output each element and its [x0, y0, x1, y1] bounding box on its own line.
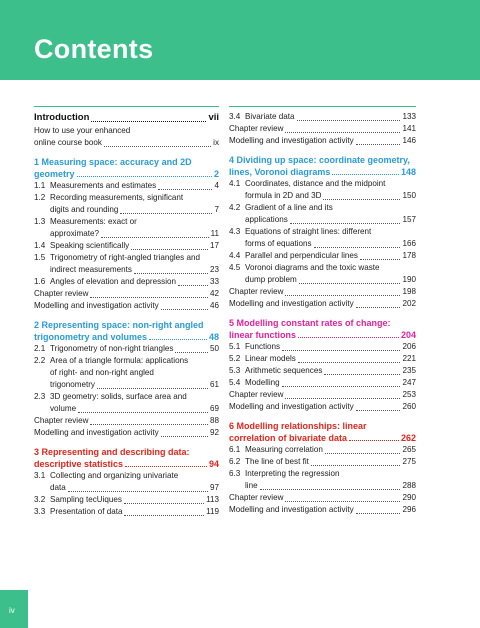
entry-text: 3D geometry: solids, surface area and [50, 392, 187, 401]
entry-text: Measurements: exact or [50, 217, 137, 226]
toc-entry-chapter-2-review[interactable] [34, 415, 219, 427]
leader-dots [314, 247, 401, 248]
chapter-title-line: correlation of bivariate data [229, 433, 348, 443]
entry-text: Chapter review [229, 493, 284, 502]
toc-entry-2-2[interactable] [34, 355, 219, 391]
entry-text: Modelling and investigation activity [229, 136, 354, 145]
leader-dots [285, 398, 400, 399]
page-number: iv [9, 606, 15, 615]
leader-dots [356, 513, 401, 514]
leader-dots [68, 491, 208, 492]
toc-entry-1-1[interactable] [34, 180, 219, 192]
chapter-title-line: 6 Modelling relationships: linear [229, 421, 367, 431]
entry-text: Modelling [245, 378, 280, 387]
leader-dots [90, 297, 208, 298]
leader-dots [285, 295, 400, 296]
toc-entry-6-2[interactable] [229, 456, 416, 468]
leader-dots [323, 199, 400, 200]
right-column [229, 111, 416, 516]
entry-page: 265 [402, 445, 416, 454]
leader-dots [77, 176, 212, 177]
entry-page: 288 [402, 481, 416, 490]
leader-dots [282, 350, 400, 351]
chapter-2-heading[interactable] [34, 319, 219, 343]
entry-page: 4 [214, 181, 219, 190]
toc-entry-1-3[interactable] [34, 216, 219, 240]
section-number: 2.3 [34, 392, 46, 401]
toc-entry-4-4[interactable] [229, 250, 416, 262]
leader-dots [131, 249, 208, 250]
toc-entry-chapter-4-review[interactable] [229, 286, 416, 298]
entry-page: 69 [209, 404, 219, 413]
entry-text: Measuring correlation [245, 445, 323, 454]
chapter-page: 48 [208, 332, 219, 342]
entry-text: Linear models [245, 354, 296, 363]
entry-text: Sampling tecUiques [50, 495, 122, 504]
entry-page: 296 [402, 505, 416, 514]
leader-dots [124, 503, 204, 504]
leader-dots [311, 465, 401, 466]
entry-text: Angles of elevation and depression [50, 277, 176, 286]
entry-text: Interpreting the regression [245, 469, 340, 478]
entry-page: 97 [209, 483, 219, 492]
entry-page: 88 [209, 416, 219, 425]
leader-dots [90, 424, 208, 425]
leader-dots [161, 436, 208, 437]
section-number: 5.2 [229, 354, 241, 363]
toc-entry-5-4[interactable] [229, 377, 416, 389]
section-number: 4.4 [229, 251, 241, 260]
toc-entry-chapter-5-review[interactable] [229, 389, 416, 401]
toc-entry-5-1[interactable] [229, 341, 416, 353]
toc-entry-4-5[interactable] [229, 262, 416, 286]
chapter-page: 262 [400, 433, 416, 443]
entry-page: 7 [214, 205, 219, 214]
entry-page: 247 [402, 378, 416, 387]
leader-dots [149, 339, 207, 340]
toc-entry-4-2[interactable] [229, 202, 416, 226]
toc-entry-5-2[interactable] [229, 353, 416, 365]
entry-text: Speaking scientifically [50, 241, 130, 250]
entry-page: 50 [209, 344, 219, 353]
chapter-page: 94 [208, 459, 219, 469]
entry-text: indirect measurements [50, 265, 132, 274]
section-number: 1.5 [34, 253, 46, 262]
entry-text: Voronoi diagrams and the toxic waste [245, 263, 380, 272]
entry-text: Presentation of data [50, 507, 123, 516]
leader-dots [175, 352, 208, 353]
entry-text: Parallel and perpendicular lines [245, 251, 358, 260]
entry-text: The line of best fit [245, 457, 309, 466]
toc-entry-3-3[interactable] [34, 506, 219, 518]
entry-text: online course book [34, 138, 102, 147]
toc-entry-3-2[interactable] [34, 494, 219, 506]
leader-dots [332, 174, 399, 175]
entry-text: Area of a triangle formula: applications [50, 356, 189, 365]
entry-text: Equations of straight lines: different [245, 227, 372, 236]
leader-dots [124, 515, 204, 516]
section-number: 3.1 [34, 471, 46, 480]
entry-page: 235 [402, 366, 416, 375]
chapter-title-line: 2 Representing space: non-right angled [34, 320, 204, 330]
toc-entry-3-1[interactable] [34, 470, 219, 494]
toc-entry-1-2[interactable] [34, 192, 219, 216]
entry-page: 146 [402, 136, 416, 145]
leader-dots [298, 362, 401, 363]
entry-page: 221 [402, 354, 416, 363]
chapter-page: 148 [400, 167, 416, 177]
entry-text: Modelling and investigation activity [229, 299, 354, 308]
leader-dots [97, 388, 208, 389]
entry-text: Chapter review [34, 416, 89, 425]
introduction-title: Introduction [34, 112, 90, 123]
leader-dots [325, 453, 401, 454]
leader-dots [356, 144, 401, 145]
entry-page: 253 [402, 390, 416, 399]
section-number: 4.2 [229, 203, 241, 212]
toc-entry-2-1[interactable] [34, 343, 219, 355]
section-number: 1.2 [34, 193, 46, 202]
chapter-title-line: lines, Voronoi diagrams [229, 167, 331, 177]
section-number: 2.1 [34, 344, 46, 353]
entry-text: digits and rounding [50, 205, 119, 214]
entry-page: 275 [402, 457, 416, 466]
entry-text: Chapter review [34, 289, 89, 298]
entry-page: 119 [206, 507, 219, 516]
entry-page: ix [213, 138, 219, 147]
section-number: 5.3 [229, 366, 241, 375]
toc-entry-6-1[interactable] [229, 444, 416, 456]
entry-page: 61 [209, 380, 219, 389]
entry-text: Gradient of a line and its [245, 203, 333, 212]
toc-entry-chapter-6-review[interactable] [229, 492, 416, 504]
introduction-page: vii [208, 112, 219, 123]
leader-dots [356, 307, 401, 308]
entry-text: trigonometry [50, 380, 95, 389]
entry-text: volume [50, 404, 77, 413]
entry-text: How to use your enhanced [34, 126, 131, 135]
leader-dots [104, 146, 211, 147]
toc-entry-chapter-1-review[interactable] [34, 288, 219, 300]
entry-page: 190 [402, 275, 416, 284]
left-column [34, 111, 219, 518]
leader-dots [158, 189, 212, 190]
toc-entry-1-6[interactable] [34, 276, 219, 288]
chapter-title-line: geometry [34, 169, 75, 179]
leader-dots [282, 386, 401, 387]
entry-text: dump problem [245, 275, 297, 284]
section-number: 4.5 [229, 263, 241, 272]
leader-dots [125, 466, 207, 467]
toc-entry-online-book[interactable] [34, 125, 219, 149]
chapter-3-heading[interactable] [34, 446, 219, 470]
entry-text: Modelling and investigation activity [229, 505, 354, 514]
entry-page: 33 [209, 277, 219, 286]
entry-page: 23 [209, 265, 219, 274]
chapter-title-line: descriptive statistics [34, 459, 124, 469]
chapter-title-line: 4 Dividing up space: coordinate geometry, [229, 155, 410, 165]
entry-text: Modelling and investigation activity [34, 301, 159, 310]
section-number: 2.2 [34, 356, 46, 365]
section-number: 1.4 [34, 241, 46, 250]
section-number: 6.1 [229, 445, 241, 454]
section-number: 3.3 [34, 507, 46, 516]
entry-page: 260 [402, 402, 416, 411]
leader-dots [120, 213, 212, 214]
entry-page: 17 [209, 241, 219, 250]
toc-entry-1-5[interactable] [34, 252, 219, 276]
entry-text: Chapter review [229, 287, 284, 296]
chapter-title-line: 1 Measuring space: accuracy and 2D [34, 157, 192, 167]
leader-dots [298, 337, 399, 338]
entry-text: Arithmetic sequences [245, 366, 323, 375]
toc-entry-chapter-2-activity[interactable] [34, 427, 219, 439]
entry-text: formula in 2D and 3D [245, 191, 322, 200]
entry-text: line [245, 481, 258, 490]
entry-text: Collecting and organizing univariate [50, 471, 179, 480]
section-number: 3.2 [34, 495, 46, 504]
chapter-1-heading[interactable] [34, 156, 219, 180]
entry-text: forms of equations [245, 239, 312, 248]
toc-entry-chapter-3-activity[interactable] [229, 135, 416, 147]
leader-dots [360, 259, 401, 260]
leader-dots [78, 412, 208, 413]
toc-entry-chapter-4-activity[interactable] [229, 298, 416, 310]
entry-text: Functions [245, 342, 281, 351]
toc-entry-4-3[interactable] [229, 226, 416, 250]
entry-page: 202 [402, 299, 416, 308]
entry-page: 46 [209, 301, 219, 310]
section-number: 1.1 [34, 181, 46, 190]
chapter-6-heading[interactable] [229, 420, 416, 444]
leader-dots [178, 285, 208, 286]
leader-dots [290, 223, 401, 224]
page-number-tab [0, 590, 28, 628]
entry-page: 141 [402, 124, 416, 133]
leader-dots [285, 132, 400, 133]
entry-page: 166 [402, 239, 416, 248]
toc-entry-2-3[interactable] [34, 391, 219, 415]
leader-dots [161, 309, 208, 310]
chapter-page: 2 [213, 169, 219, 179]
chapter-title-line: trigonometry and volumes [34, 332, 148, 342]
entry-text: Chapter review [229, 390, 284, 399]
entry-page: 157 [402, 215, 416, 224]
chapter-4-heading[interactable] [229, 154, 416, 178]
entry-text: Recording measurements, significant [50, 193, 184, 202]
leader-dots [260, 489, 401, 490]
right-column-rule [229, 106, 416, 107]
entry-page: 206 [402, 342, 416, 351]
toc-entry-chapter-5-activity[interactable] [229, 401, 416, 413]
entry-text: Measurements and estimates [50, 181, 157, 190]
section-number: 1.3 [34, 217, 46, 226]
toc-entry-chapter-1-activity[interactable] [34, 300, 219, 312]
leader-dots [356, 410, 401, 411]
leader-dots [324, 374, 400, 375]
entry-text: approximate? [50, 229, 100, 238]
section-number: 3.4 [229, 112, 241, 121]
page-title: Contents [34, 34, 154, 64]
section-number: 6.2 [229, 457, 241, 466]
leader-dots [285, 501, 400, 502]
entry-page: 11 [210, 229, 219, 238]
leader-dots [299, 283, 401, 284]
entry-text: Modelling and investigation activity [229, 402, 354, 411]
section-number: 1.6 [34, 277, 46, 286]
toc-entry-introduction[interactable] [34, 111, 219, 125]
entry-page: 290 [402, 493, 416, 502]
entry-page: 198 [402, 287, 416, 296]
section-number: 6.3 [229, 469, 241, 478]
toc-entry-3-4[interactable] [229, 111, 416, 123]
leader-dots [134, 273, 208, 274]
leader-dots [297, 120, 401, 121]
section-number: 4.3 [229, 227, 241, 236]
entry-page: 92 [209, 428, 219, 437]
entry-text: Modelling and investigation activity [34, 428, 159, 437]
entry-text: Trigonometry of non-right triangles [50, 344, 174, 353]
section-number: 4.1 [229, 179, 241, 188]
leader-dots [349, 440, 399, 441]
toc-entry-1-4[interactable] [34, 240, 219, 252]
entry-text: Trigonometry of right-angled triangles and [50, 253, 200, 262]
chapter-5-heading[interactable] [229, 317, 416, 341]
toc-entry-chapter-3-review[interactable] [229, 123, 416, 135]
left-column-rule [34, 106, 219, 107]
entry-text: of right- and non-right angled [50, 368, 154, 377]
chapter-title-line: linear functions [229, 330, 297, 340]
entry-page: 113 [206, 495, 219, 504]
entry-page: 150 [402, 191, 416, 200]
leader-dots [101, 237, 209, 238]
entry-page: 42 [209, 289, 219, 298]
entry-text: applications [245, 215, 288, 224]
section-number: 5.4 [229, 378, 241, 387]
entry-page: 178 [402, 251, 416, 260]
chapter-title-line: 3 Representing and describing data: [34, 447, 190, 457]
entry-text: Bivariate data [245, 112, 295, 121]
toc-entry-4-1[interactable] [229, 178, 416, 202]
toc-entry-5-3[interactable] [229, 365, 416, 377]
section-number: 5.1 [229, 342, 241, 351]
entry-text: Coordinates, distance and the midpoint [245, 179, 386, 188]
leader-dots [91, 121, 206, 122]
toc-entry-6-3[interactable] [229, 468, 416, 492]
chapter-title-line: 5 Modelling constant rates of change: [229, 318, 391, 328]
entry-page: 133 [402, 112, 416, 121]
entry-text: data [50, 483, 66, 492]
toc-entry-chapter-6-activity[interactable] [229, 504, 416, 516]
entry-text: Chapter review [229, 124, 284, 133]
chapter-page: 204 [400, 330, 416, 340]
